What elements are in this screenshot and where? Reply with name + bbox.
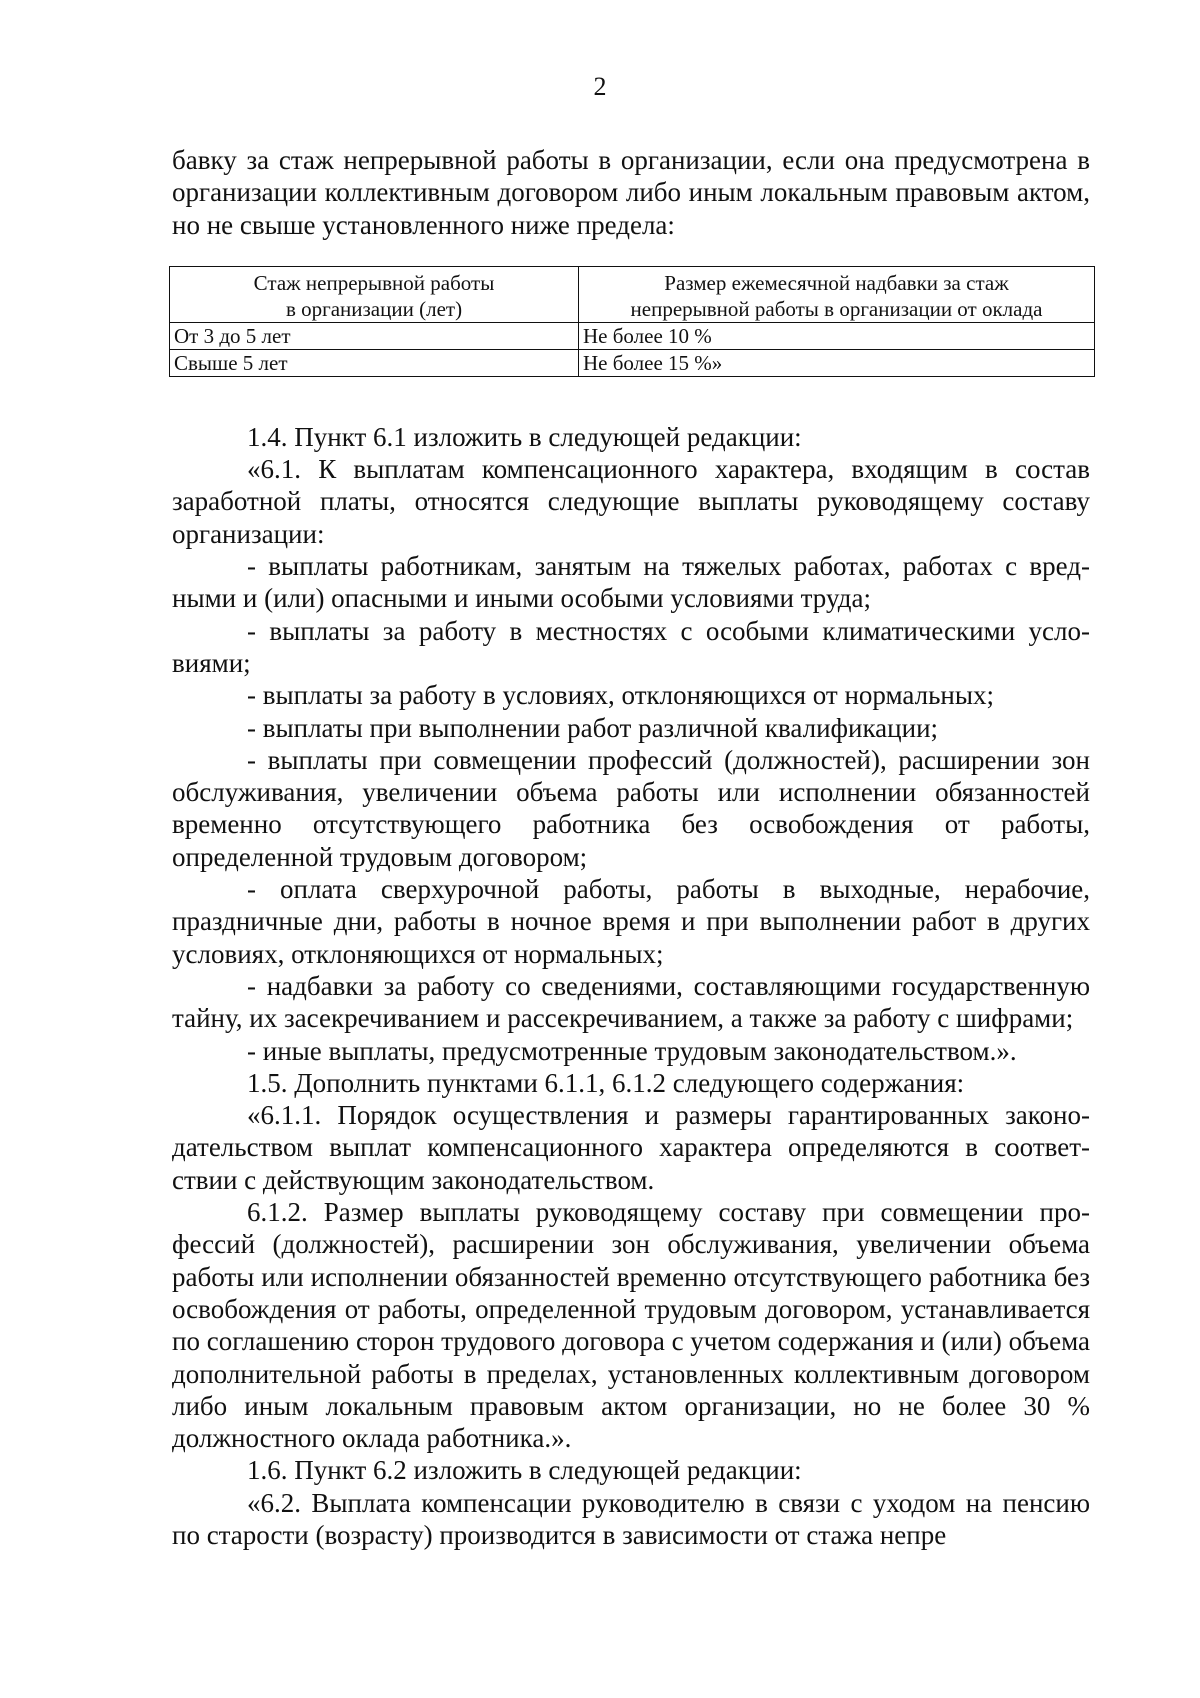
- list-item: - выплаты за работу в местностях с особыми климатическими условиями;: [172, 615, 1090, 678]
- table-cell: Не более 10 %: [579, 322, 1095, 349]
- list-item: - выплаты за работу в условиях, отклоняющихся от нормальных;: [247, 680, 994, 711]
- table-cell: От 3 до 5 лет: [170, 322, 579, 349]
- table-header-cell: Стаж непрерывной работы в организации (лет): [170, 266, 579, 322]
- table-header-row: [170, 266, 1095, 322]
- list-item: - иные выплаты, предусмотренные трудовым законодательством.».: [247, 1035, 1017, 1066]
- document-body: [172, 144, 1090, 1551]
- list-item: - надбавки за работу со сведениями, составляющими государственную тайну, их засекречиванием и рассекречиванием, а также за работу с шифрами;: [172, 970, 1090, 1034]
- table-cell: Свыше 5 лет: [170, 349, 579, 376]
- seniority-bonus-table: [169, 266, 1095, 377]
- list-item: - выплаты при совмещении профессий (должностей), расширении зон обслуживания, увеличении объема работы или исполнении обязанностей временно отсутствующего работника без освобождения от работы, определенной трудовым договором;: [172, 744, 1090, 872]
- list-item: - выплаты работникам, занятым на тяжелых работах, работах с вредными и (или) опасными и иными особыми условиями труда;: [172, 551, 1090, 614]
- table-header-cell: Размер ежемесячной надбавки за стаж непрерывной работы в организации от оклада: [579, 266, 1095, 322]
- paragraph: 6.1.2. Размер выплаты руководящему составу при совмещении профессий (должностей), расширении зон обслуживания, увеличении объема работы или исполнении обязанностей временно отсутствующего работника без освобождения от работы, определенной трудовым договором, устанавливается по соглашению сторон трудового договора с учетом содержания и (или) объема дополнительной работы в пределах, установленных коллективным договором либо иным локальным правовым актом организации, но не более 30 % должностного оклада работника.».: [172, 1197, 1090, 1454]
- list-item: - оплата сверхурочной работы, работы в выходные, нерабочие, праздничные дни, работы в ночное время и при выполнении работ в других условиях, отклоняющихся от нормальных;: [172, 874, 1090, 969]
- paragraph: 1.6. Пункт 6.2 изложить в следующей редакции:: [247, 1455, 802, 1486]
- paragraph: 1.5. Дополнить пунктами 6.1.1, 6.1.2 следующего содержания:: [247, 1067, 965, 1098]
- list-item: - выплаты при выполнении работ различной квалификации;: [247, 712, 939, 743]
- table-cell: Не более 15 %»: [579, 349, 1095, 376]
- paragraph: 1.4. Пункт 6.1 изложить в следующей редакции:: [247, 421, 802, 452]
- paragraph: «6.1.1. Порядок осуществления и размеры гарантированных законодательством выплат компенсационного характера определяются в соответствии с действующим законодательством.: [172, 1100, 1090, 1195]
- table-row: [170, 349, 1095, 376]
- paragraph: «6.2. Выплата компенсации руководителю в связи с уходом на пенсию по старости (возрасту) производится в зависимости от стажа непре: [172, 1487, 1090, 1550]
- intro-paragraph: бавку за стаж непрерывной работы в организации, если она предусмотрена в организации коллективным договором либо иным локальным правовым актом, но не свыше установленного ниже предела:: [172, 145, 1090, 240]
- paragraph: «6.1. К выплатам компенсационного характера, входящим в состав заработной платы, относятся следующие выплаты руководящему составу организации:: [172, 454, 1090, 549]
- page-number: 2: [593, 72, 607, 101]
- table-row: [170, 322, 1095, 349]
